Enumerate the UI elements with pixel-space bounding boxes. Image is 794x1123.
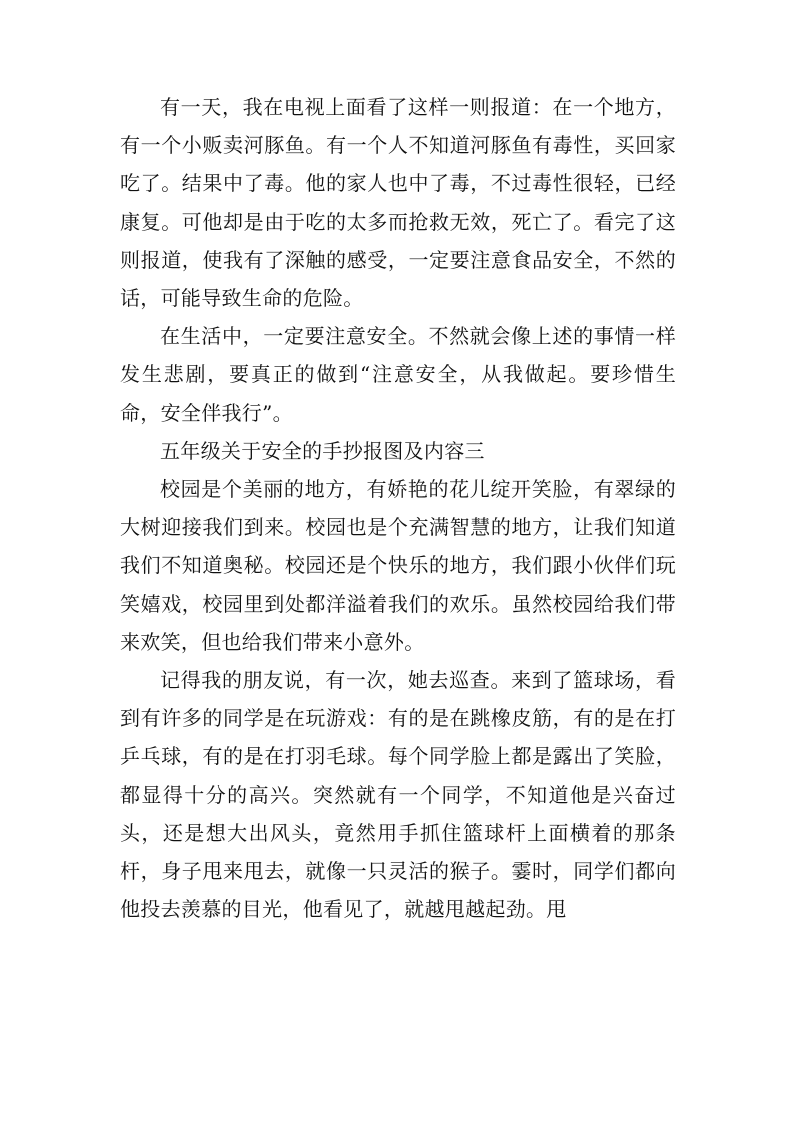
paragraph-news-report: 有一天，我在电视上面看了这样一则报道：在一个地方，有一个小贩卖河豚鱼。有一个人不知道河豚鱼有毒性，买回家吃了。结果中了毒。他的家人也中了毒，不过毒性很轻，已经康复。可他却是由于吃的太多而抢救无效，死亡了。看完了这则报道，使我有了深触的感受，一定要注意食品安全，不然的话，可能导致生命的危险。	[120, 95, 676, 311]
paragraph-safety-life: 在生活中，一定要注意安全。不然就会像上述的事情一样发生悲剧，要真正的做到“注意安全，从我做起。要珍惜生命，安全伴我行”。	[120, 324, 676, 425]
section-title: 五年级关于安全的手抄报图及内容三	[160, 438, 485, 463]
document-page	[120, 88, 676, 1028]
paragraph-campus: 校园是个美丽的地方，有娇艳的花儿绽开笑脸，有翠绿的大树迎接我们到来。校园也是个充满智慧的地方，让我们知道我们不知道奥秘。校园还是个快乐的地方，我们跟小伙伴们玩笑嬉戏，校园里到处都洋溢着我们的欢乐。虽然校园给我们带来欢笑，但也给我们带来小意外。	[120, 477, 676, 654]
paragraph-basketball-court: 记得我的朋友说，有一次，她去巡查。来到了篮球场，看到有许多的同学是在玩游戏：有的是在跳橡皮筋，有的是在打乒乓球，有的是在打羽毛球。每个同学脸上都是露出了笑脸，都显得十分的高兴。突然就有一个同学，不知道他是兴奋过头，还是想大出风头，竟然用手抓住篮球杆上面横着的那条杆，身子甩来甩去，就像一只灵活的猴子。霎时，同学们都向他投去羡慕的目光，他看见了，就越甩越起劲。甩	[120, 668, 676, 922]
